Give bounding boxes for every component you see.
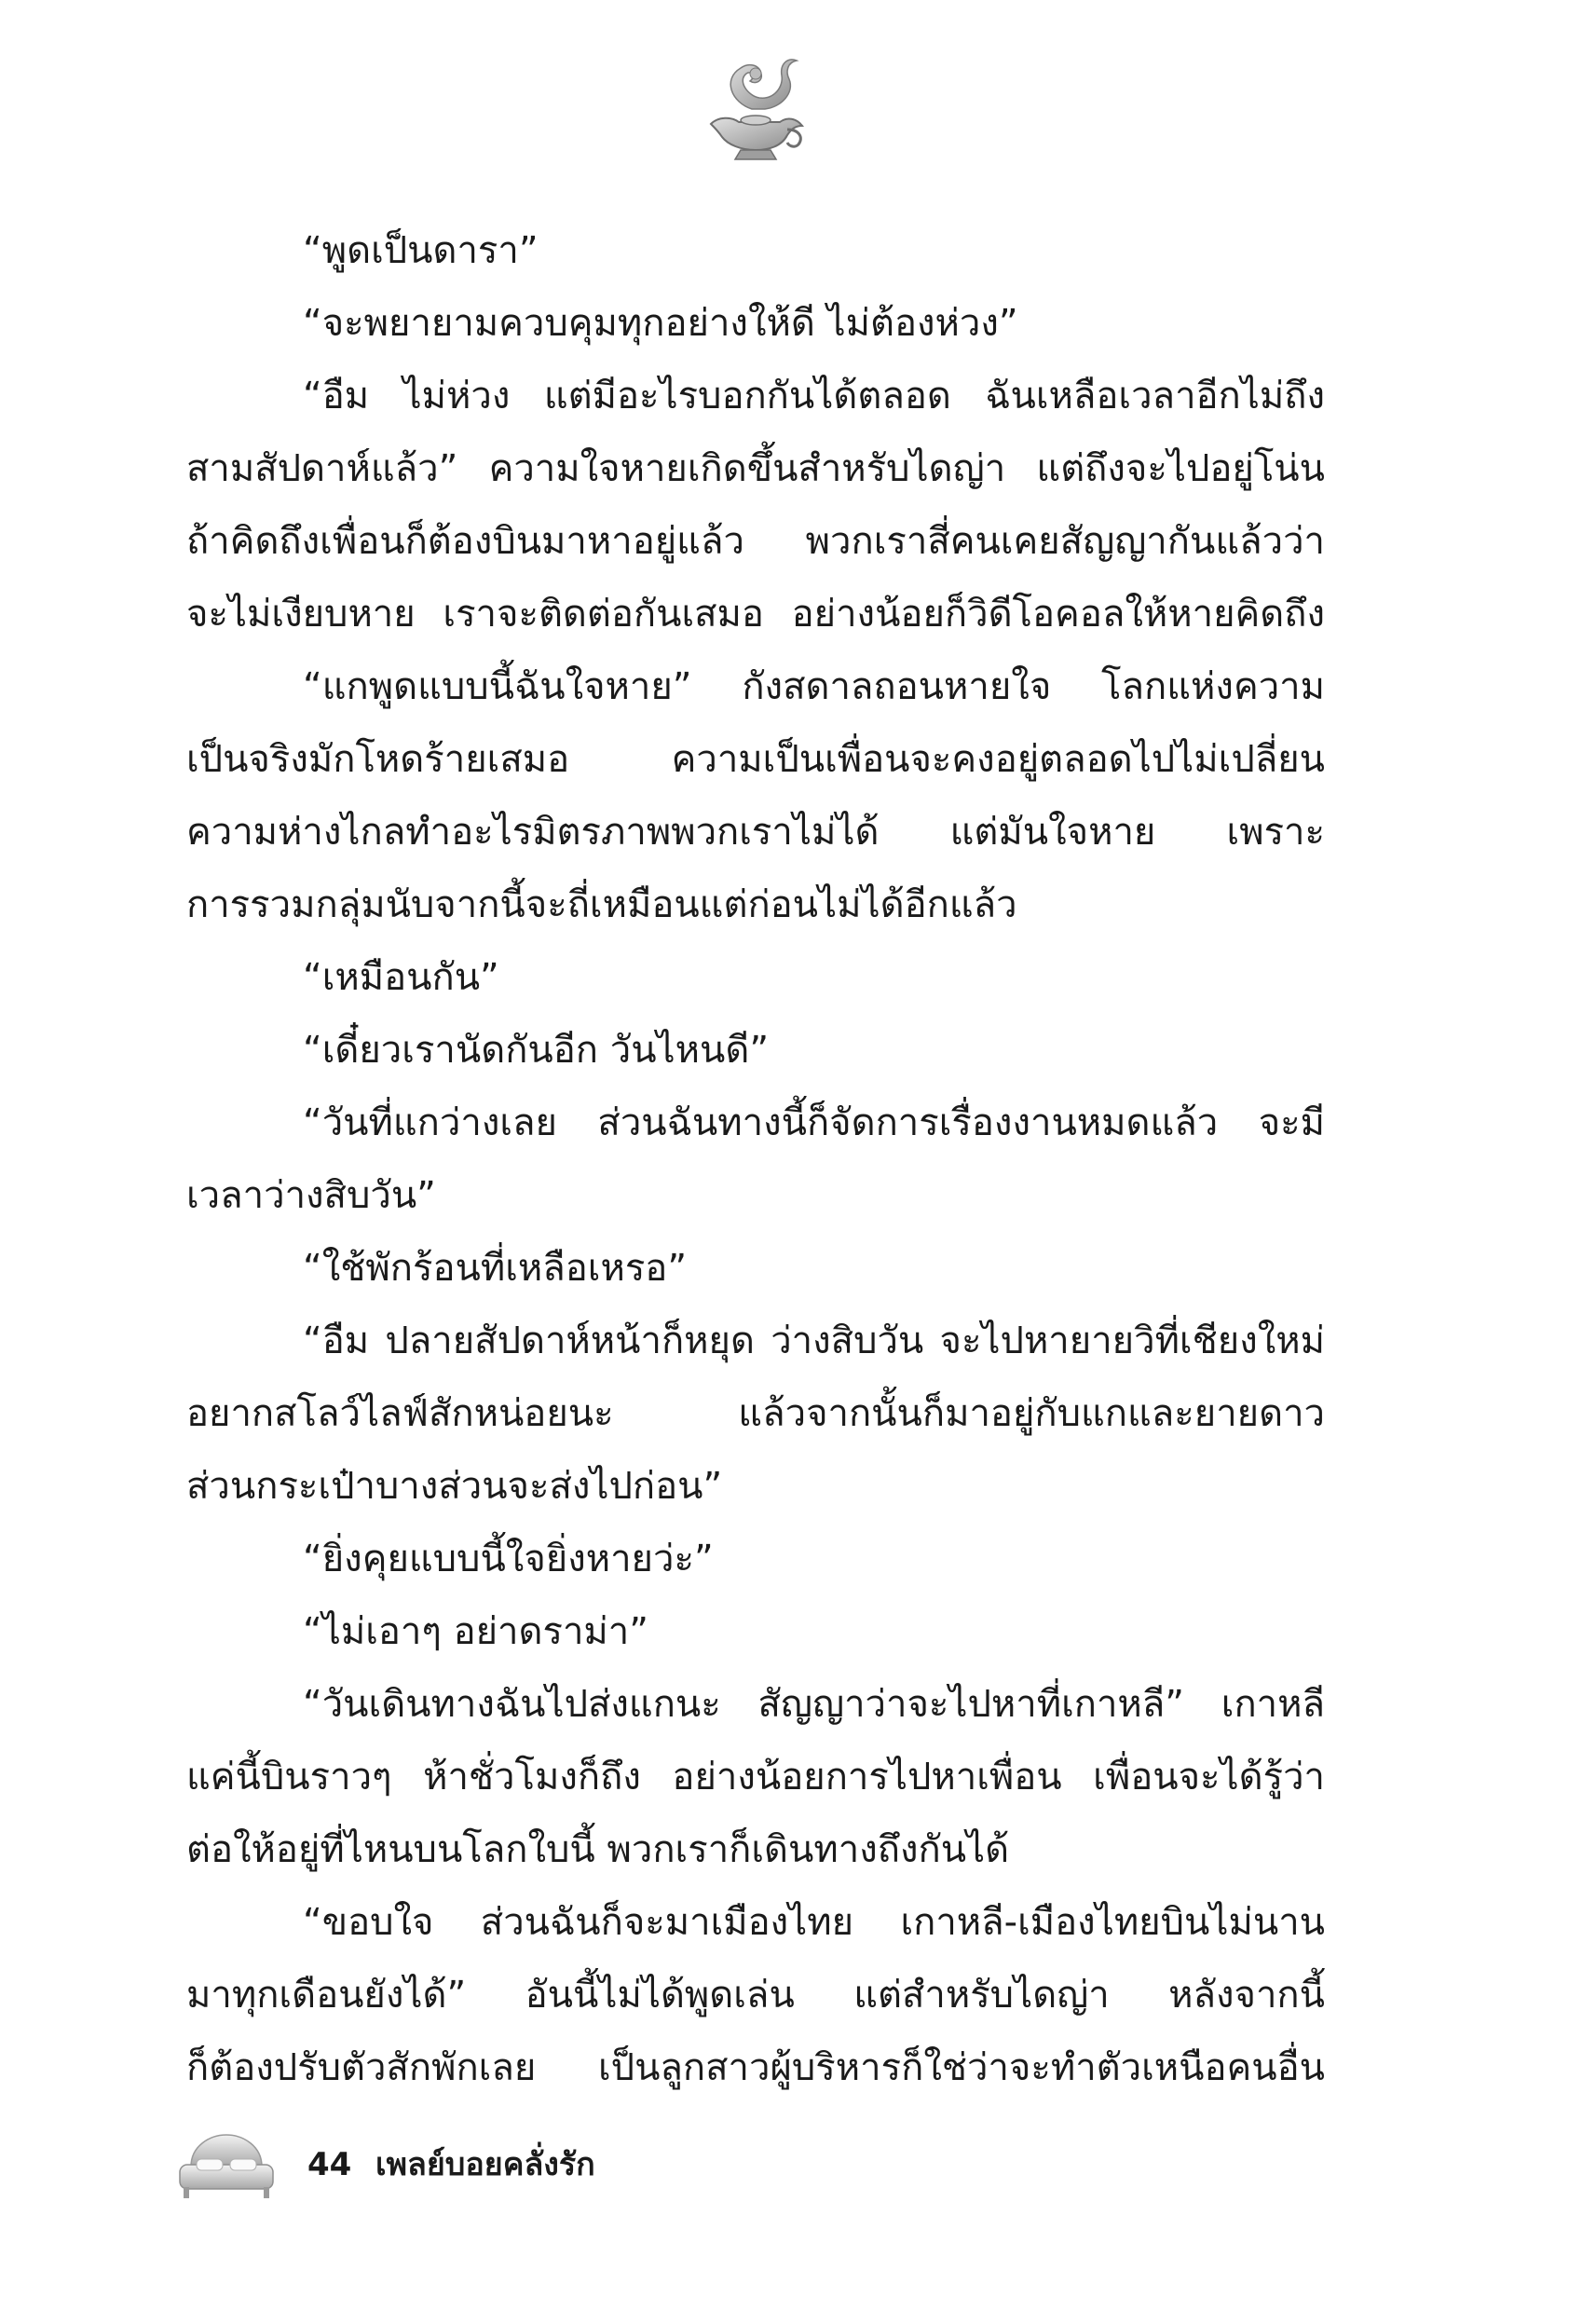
text-line: ความห่างไกลทำอะไรมิตรภาพพวกเราไม่ได้ แต่มันใจหาย เพราะ xyxy=(186,811,1325,854)
text-line: “ขอบใจ ส่วนฉันก็จะมาเมืองไทย เกาหลี-เมืองไทยบินไม่นาน xyxy=(303,1901,1325,1944)
bed-icon xyxy=(172,2127,280,2202)
text-line: “วันเดินทางฉันไปส่งแกนะ สัญญาว่าจะไปหาที่เกาหลี” เกาหลี xyxy=(303,1683,1325,1726)
text-line: “พูดเป็นดารา” xyxy=(303,229,539,272)
text-line: ส่วนกระเป๋าบางส่วนจะส่งไปก่อน” xyxy=(186,1465,723,1508)
page-footer xyxy=(172,2127,731,2202)
text-line: “วันที่แกว่างเลย ส่วนฉันทางนี้ก็จัดการเรื่องงานหมดแล้ว จะมี xyxy=(303,1101,1325,1144)
text-line: “ยิ่งคุยแบบนี้ใจยิ่งหายว่ะ” xyxy=(303,1538,714,1580)
page-number: 44 xyxy=(307,2146,352,2183)
text-line: “แกพูดแบบนี้ฉันใจหาย” กังสดาลถอนหายใจ โลกแห่งความ xyxy=(303,665,1325,708)
book-title: เพลย์บอยคลั่งรัก xyxy=(375,2146,595,2183)
text-line: ถ้าคิดถึงเพื่อนก็ต้องบินมาหาอยู่แล้ว พวกเราสี่คนเคยสัญญากันแล้วว่า xyxy=(186,520,1325,563)
text-line: แค่นี้บินราวๆ ห้าชั่วโมงก็ถึง อย่างน้อยการไปหาเพื่อน เพื่อนจะได้รู้ว่า xyxy=(186,1756,1325,1798)
text-line: การรวมกลุ่มนับจากนี้จะถี่เหมือนแต่ก่อนไม่ได้อีกแล้ว xyxy=(186,883,1017,926)
text-line: “ใช้พักร้อนที่เหลือเหรอ” xyxy=(303,1247,688,1290)
text-line: เป็นจริงมักโหดร้ายเสมอ ความเป็นเพื่อนจะคงอยู่ตลอดไปไม่เปลี่ยน xyxy=(186,738,1325,781)
text-line: มาทุกเดือนยังได้” อันนี้ไม่ได้พูดเล่น แต่สำหรับไดญ่า หลังจากนี้ xyxy=(186,1974,1325,2017)
text-line: เวลาว่างสิบวัน” xyxy=(186,1174,436,1217)
text-line: “เดี๋ยวเรานัดกันอีก วันไหนดี” xyxy=(303,1029,770,1072)
text-line: “จะพยายามควบคุมทุกอย่างให้ดี ไม่ต้องห่วง” xyxy=(303,302,1018,345)
text-line: ก็ต้องปรับตัวสักพักเลย เป็นลูกสาวผู้บริหารก็ใช่ว่าจะทำตัวเหนือคนอื่น xyxy=(186,2046,1325,2089)
text-line: “อืม ปลายสัปดาห์หน้าก็หยุด ว่างสิบวัน จะไปหายายวิที่เชียงใหม่ xyxy=(303,1320,1325,1362)
text-line: อยากสโลว์ไลฟ์สักหน่อยนะ แล้วจากนั้นก็มาอยู่กับแกและยายดาว xyxy=(186,1392,1325,1435)
text-line: “ไม่เอาๆ อย่าดราม่า” xyxy=(303,1610,648,1653)
genie-lamp-icon xyxy=(694,51,815,168)
text-line: สามสัปดาห์แล้ว” ความใจหายเกิดขึ้นสำหรับไดญ่า แต่ถึงจะไปอยู่โน่น xyxy=(186,447,1325,490)
text-line: “อืม ไม่ห่วง แต่มีอะไรบอกกันได้ตลอด ฉันเหลือเวลาอีกไม่ถึง xyxy=(303,375,1325,417)
text-line: จะไม่เงียบหาย เราจะติดต่อกันเสมอ อย่างน้อยก็วิดีโอคอลให้หายคิดถึง xyxy=(186,593,1325,636)
text-line: ต่อให้อยู่ที่ไหนบนโลกใบนี้ พวกเราก็เดินทางถึงกันได้ xyxy=(186,1828,1010,1871)
body-text xyxy=(186,214,1325,2104)
text-line: “เหมือนกัน” xyxy=(303,956,499,999)
